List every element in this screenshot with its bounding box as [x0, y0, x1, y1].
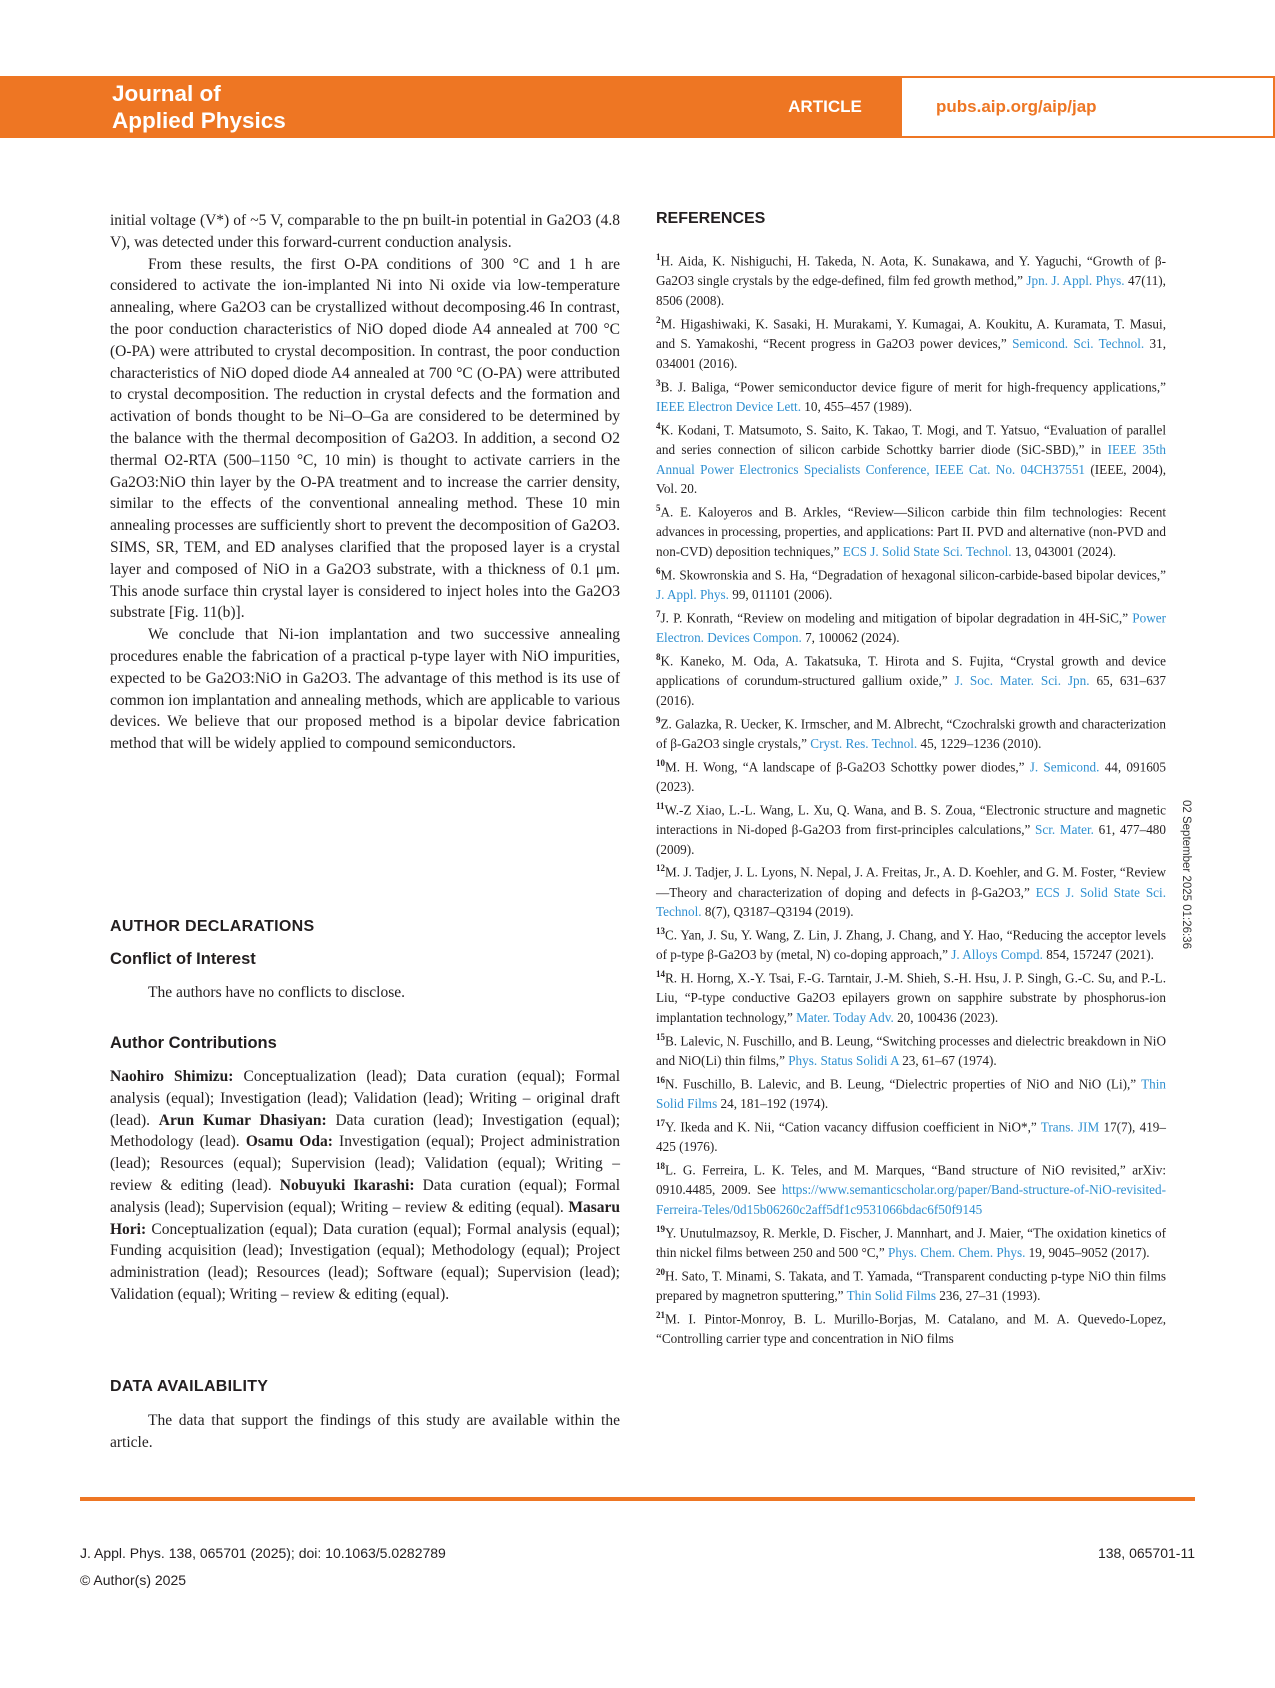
reference-number: 6: [656, 565, 661, 576]
reference-tail: (IEEE, 2004), Vol. 20.: [656, 461, 1167, 497]
reference-item: [656, 311, 1166, 374]
contrib-name: Masaru Hori:: [110, 1198, 621, 1238]
contributions-paragraph: [110, 1066, 620, 1306]
reference-tail: 31, 034001 (2016).: [656, 335, 1166, 371]
contrib-roles: Data curation (lead); Investigation (equal); Methodology (lead).: [110, 1111, 621, 1151]
reference-tail: 7, 100062 (2024).: [801, 630, 900, 646]
reference-tail: 61, 477–480 (2009).: [656, 821, 1166, 857]
conflict-of-interest-heading: Conflict of Interest: [110, 950, 256, 968]
reference-number: 14: [656, 969, 665, 980]
reference-item: [656, 374, 1166, 417]
author-contributions-heading: Author Contributions: [110, 1034, 277, 1052]
data-availability-block: [110, 1410, 620, 1454]
article-type-label: ARTICLE: [788, 97, 862, 116]
reference-text: M. Higashiwaki, K. Sasaki, H. Murakami, Y. Kumagai, A. Koukitu, A. Kuramata, T. Masui, and S. Yamakoshi, “Recent progress in Ga2O3 power devices,”: [656, 316, 1166, 351]
reference-number: 10: [656, 757, 665, 768]
references-heading: REFERENCES: [656, 210, 766, 227]
reference-text: C. Yan, J. Su, Y. Wang, Z. Lin, J. Zhang, J. Chang, and Y. Hao, “Reducing the acceptor levels of p-type β-Ga2O3 by (metal, N) co-doping approach,”: [656, 927, 1166, 963]
reference-tail: 23, 61–67 (1974).: [898, 1053, 997, 1069]
reference-number: 20: [656, 1266, 665, 1277]
reference-item: [656, 1114, 1166, 1157]
reference-item: [656, 248, 1166, 311]
journal-title-line2: Applied Physics: [112, 108, 286, 133]
reference-text: K. Kaneko, M. Oda, A. Takatsuka, T. Hirota and S. Fujita, “Crystal growth and device applications of corundum-structured gallium oxide,”: [656, 653, 1166, 689]
reference-item: [656, 562, 1166, 605]
reference-tail: 45, 1229–1236 (2010).: [917, 735, 1042, 751]
reference-item: [656, 605, 1166, 648]
reference-journal-link[interactable]: Trans. JIM: [1040, 1119, 1100, 1135]
reference-text: J. P. Konrath, “Review on modeling and mitigation of bipolar degradation in 4H-SiC,”: [660, 610, 1133, 626]
data-availability-text: The data that support the findings of this study are available within the article.: [110, 1412, 620, 1451]
reference-journal-link[interactable]: IEEE Electron Device Lett.: [656, 398, 801, 414]
reference-journal-link[interactable]: Phys. Chem. Chem. Phys.: [887, 1244, 1026, 1260]
reference-journal-link[interactable]: IEEE 35th Annual Power Electronics Specialists Conference, IEEE Cat. No. 04CH37551: [656, 441, 1166, 477]
reference-tail: 10, 455–457 (1989).: [801, 398, 912, 414]
reference-tail: 13, 043001 (2024).: [1011, 544, 1117, 560]
reference-number: 3: [656, 377, 661, 388]
reference-tail: 44, 091605 (2023).: [656, 759, 1166, 794]
reference-item: [656, 499, 1166, 562]
reference-text: N. Fuschillo, B. Lalevic, and B. Leung, “Dielectric properties of NiO and NiO (Li),”: [665, 1076, 1142, 1092]
reference-text: R. H. Horng, X.-Y. Tsai, F.-G. Tarntair, J.-M. Shieh, S.-H. Hsu, J. P. Singh, G.-C. Su, and P.-L. Liu, “P-type conductive Ga2O3 epilayers grown on sapphire substrate by phosphorus-ion implantation technology,”: [656, 970, 1166, 1026]
contrib-roles: Conceptualization (equal); Data curation (equal); Formal analysis (equal); Funding acquisition (lead); Investigation (equal); Methodology (equal); Project administration (lead); Resources (lead); Software (equal); Supervision (lead); Validation (equal); Writing – review & editing (equal).: [110, 1220, 621, 1303]
reference-text: B. J. Baliga, “Power semiconductor device figure of merit for high-frequency applications,”: [660, 378, 1166, 394]
reference-number: 17: [656, 1117, 665, 1128]
reference-number: 18: [656, 1160, 665, 1171]
reference-journal-link[interactable]: ECS J. Solid State Sci. Technol.: [656, 884, 1166, 920]
reference-journal-link[interactable]: Thin Solid Films: [656, 1076, 1166, 1112]
reference-item: [656, 965, 1166, 1028]
reference-journal-link[interactable]: J. Appl. Phys.: [656, 587, 729, 603]
reference-item: [656, 1306, 1166, 1349]
conflict-text: The authors have no conflicts to disclose.: [148, 984, 405, 1001]
reference-text: H. Sato, T. Minami, S. Takata, and T. Yamada, “Transparent conducting p-type NiO thin films prepared by magnetron sputtering,”: [656, 1268, 1166, 1303]
reference-item: [656, 711, 1166, 754]
reference-item: [656, 754, 1166, 797]
contrib-roles: Data curation (equal); Formal analysis (lead); Supervision (equal); Writing – review & editing (equal).: [110, 1176, 621, 1216]
reference-text: A. E. Kaloyeros and B. Arkles, “Review—Silicon carbide thin film technologies: Recent advances in processing, properties, and applications: Part II. PVD and alternative (non-PVD and non-CVD) deposition techniques,”: [656, 504, 1166, 560]
reference-item: [656, 1028, 1166, 1071]
reference-text: M. Skowronskia and S. Ha, “Degradation of hexagonal silicon-carbide-based bipolar devices,”: [660, 567, 1166, 583]
reference-text: H. Aida, K. Nishiguchi, H. Takeda, N. Aota, K. Sunakawa, and Y. Yaguchi, “Growth of β-Ga2O3 single crystals by the edge-defined, film fed growth method,”: [656, 253, 1166, 289]
contrib-roles: Investigation (equal); Project administration (lead); Resources (equal); Supervision (lead); Validation (equal); Writing – review & editing (lead).: [110, 1133, 621, 1194]
reference-journal-link[interactable]: Semicond. Sci. Technol.: [1012, 335, 1145, 351]
reference-text: M. H. Wong, “A landscape of β-Ga2O3 Schottky power diodes,”: [665, 759, 1030, 775]
reference-number: 12: [656, 863, 665, 874]
download-timestamp: 02 September 2025 01:26:36: [1180, 800, 1192, 949]
reference-journal-link[interactable]: Thin Solid Films: [846, 1287, 936, 1303]
reference-item: [656, 859, 1166, 922]
reference-number: 4: [656, 420, 661, 431]
data-availability-heading: DATA AVAILABILITY: [110, 1378, 269, 1395]
reference-tail: 65, 631–637 (2016).: [656, 673, 1167, 708]
reference-number: 1: [656, 252, 661, 262]
reference-tail: 24, 181–192 (1974).: [717, 1096, 829, 1112]
reference-number: 2: [656, 314, 661, 325]
contrib-name: Nobuyuki Ikarashi:: [279, 1176, 415, 1194]
reference-item: [656, 922, 1166, 965]
reference-text: L. G. Ferreira, L. K. Teles, and M. Marques, “Band structure of NiO revisited,” arXiv: 0910.4485, 2009. See: [656, 1162, 1166, 1198]
contrib-roles: Conceptualization (lead); Data curation (equal); Formal analysis (equal); Investigation (lead); Validation (lead); Writing – original draft (lead).: [110, 1068, 620, 1129]
reference-journal-link[interactable]: Phys. Status Solidi A: [788, 1053, 899, 1069]
reference-tail: 17(7), 419–425 (1976).: [656, 1119, 1166, 1155]
reference-journal-link[interactable]: Scr. Mater.: [1035, 821, 1094, 837]
contrib-name: Naohiro Shimizu:: [110, 1068, 234, 1085]
reference-number: 21: [656, 1309, 665, 1320]
reference-number: 13: [656, 926, 665, 937]
reference-tail: 99, 011101 (2006).: [728, 587, 833, 603]
reference-journal-link[interactable]: Power Electron. Devices Compon.: [656, 610, 1166, 646]
contrib-name: Osamu Oda:: [245, 1133, 333, 1151]
body-text-column: [110, 210, 620, 755]
reference-number: 9: [656, 714, 661, 725]
reference-item: [656, 1220, 1166, 1263]
reference-tail: 47(11), 8506 (2008).: [656, 273, 1166, 308]
reference-tail: 19, 9045–9052 (2017).: [1025, 1244, 1150, 1260]
reference-text: M. I. Pintor-Monroy, B. L. Murillo-Borjas, M. Catalano, and M. A. Quevedo-Lopez, “Controlling carrier type and concentration in NiO films: [656, 1311, 1166, 1346]
reference-number: 8: [656, 651, 661, 662]
reference-number: 16: [656, 1074, 665, 1085]
journal-title[interactable]: [112, 80, 472, 134]
reference-text: W.-Z Xiao, L.-L. Wang, L. Xu, Q. Wana, and B. S. Zoua, “Electronic structure and magnetic interactions in Ni-doped β-Ga2O3 from first-principles calculations,”: [656, 802, 1166, 837]
reference-text: Z. Galazka, R. Uecker, K. Irmscher, and M. Albrecht, “Czochralski growth and characterization of β-Ga2O3 single crystals,”: [656, 716, 1166, 751]
paragraph-2: From these results, the first O-PA conditions of 300 °C and 1 h are considered to activate the ion-implanted Ni into Ni oxide via low-temperature annealing, where Ga2O3 can be crystallized without decomposing.46 In contrast, the poor conduction characteristics of NiO doped diode A4 annealed at 700 °C (O-PA) were attributed to crystal decomposition. In contrast, the poor conduction characteristics of NiO doped diode A4 annealed at 700 °C (O-PA) were attributed to crystal decomposition. The reduction in crystal defects and the formation and activation of bonds thought to be Ni–O–Ga are considered to be determined by the balance with the thermal decomposition of Ga2O3. In addition, a second O2 thermal O2-RTA (500–1150 °C, 10 min) is thought to activate carriers in the Ga2O3:NiO thin layer by the O-PA treatment and to increase the carrier density, similar to the effects of the conventional annealing method. These 10 min annealing processes are sufficiently short to prevent the decomposition of Ga2O3. SIMS, SR, TEM, and ED analyses clarified that the proposed layer is a crystal layer and composed of NiO in a Ga2O3 substrate, with a thickness of 0.1 μm. This anode surface thin crystal layer is considered to inject holes into the Ga2O3 substrate [Fig. 11(b)].: [110, 255, 620, 622]
footer-citation: J. Appl. Phys. 138, 065701 (2025); doi: 10.1063/5.0282789: [80, 1545, 446, 1561]
author-contributions-text: [110, 1066, 620, 1306]
reference-journal-link[interactable]: Jpn. J. Appl. Phys.: [1026, 273, 1125, 289]
reference-tail: 854, 157247 (2021).: [1042, 947, 1154, 963]
references-list: [656, 248, 1166, 1349]
footer-copyright: © Author(s) 2025: [80, 1572, 187, 1588]
reference-number: 5: [656, 503, 661, 514]
conflict-text-block: [110, 982, 620, 1004]
reference-tail: 20, 100436 (2023).: [893, 1010, 999, 1026]
reference-item: [656, 648, 1166, 711]
reference-journal-link[interactable]: https://www.semanticscholar.org/paper/Band-structure-of-NiO-revisited-Ferreira-Teles/0d15b06260c2aff5df1c9531066bdac6f50f9145: [656, 1182, 1166, 1217]
reference-text: Y. Unutulmazsoy, R. Merkle, D. Fischer, J. Mannhart, and J. Maier, “The oxidation kinetics of thin nickel films between 250 and 500 °C,”: [656, 1225, 1166, 1260]
reference-item: [656, 1263, 1166, 1306]
reference-journal-link[interactable]: J. Alloys Compd.: [951, 947, 1043, 963]
reference-journal-link[interactable]: Mater. Today Adv.: [796, 1010, 894, 1026]
reference-journal-link[interactable]: Cryst. Res. Technol.: [810, 735, 918, 751]
contrib-name: Arun Kumar Dhasiyan:: [158, 1111, 327, 1129]
reference-number: 19: [656, 1223, 665, 1234]
footer-page-number: 138, 065701-11: [1097, 1545, 1195, 1561]
reference-item: [656, 797, 1166, 860]
reference-text: B. Lalevic, N. Fuschillo, and B. Leung, “Switching processes and dielectric breakdown in NiO and NiO(Li) thin films,”: [656, 1033, 1166, 1069]
journal-title-line1: Journal of: [112, 81, 221, 106]
reference-text: Y. Ikeda and K. Nii, “Cation vacancy diffusion coefficient in NiO*,”: [665, 1119, 1041, 1135]
author-declarations-heading: AUTHOR DECLARATIONS: [110, 918, 315, 935]
journal-url-link[interactable]: pubs.aip.org/aip/jap: [902, 78, 1273, 136]
reference-tail: 236, 27–31 (1993).: [935, 1287, 1041, 1303]
reference-item: [656, 1157, 1166, 1220]
footer-rule: [80, 1497, 1195, 1501]
reference-text: M. J. Tadjer, J. L. Lyons, N. Nepal, J. A. Freitas, Jr., A. D. Koehler, and G. M. Foster, “Review—Theory and characterization of doping and defects in β-Ga2O3,”: [656, 864, 1166, 900]
reference-journal-link[interactable]: J. Semicond.: [1029, 759, 1100, 775]
reference-number: 15: [656, 1031, 665, 1042]
reference-item: [656, 417, 1166, 500]
reference-number: 7: [656, 608, 661, 619]
reference-tail: 8(7), Q3187–Q3194 (2019).: [701, 904, 854, 920]
paragraph-3: We conclude that Ni-ion implantation and two successive annealing procedures enable the fabrication of a practical p-type layer with NiO impurities, expected to be Ga2O3:NiO in Ga2O3. The advantage of this method is its use of common ion implantation and annealing methods, which are applicable to various devices. We believe that our proposed method is a bipolar device fabrication method that will be widely applied to compound semiconductors.: [110, 626, 620, 753]
reference-journal-link[interactable]: J. Soc. Mater. Sci. Jpn.: [954, 673, 1090, 689]
reference-item: [656, 1071, 1166, 1114]
reference-text: K. Kodani, T. Matsumoto, S. Saito, K. Takao, T. Mogi, and T. Yatsuo, “Evaluation of parallel and series connection of silicon carbide Schottky barrier diode (SiC-SBD),” in: [656, 421, 1166, 457]
reference-number: 11: [656, 800, 665, 811]
paragraph-1: initial voltage (V*) of ~5 V, comparable to the pn built-in potential in Ga2O3 (4.8 V), was detected under this forward-current conduction analysis.: [110, 212, 620, 251]
reference-journal-link[interactable]: ECS J. Solid State Sci. Technol.: [842, 544, 1012, 560]
